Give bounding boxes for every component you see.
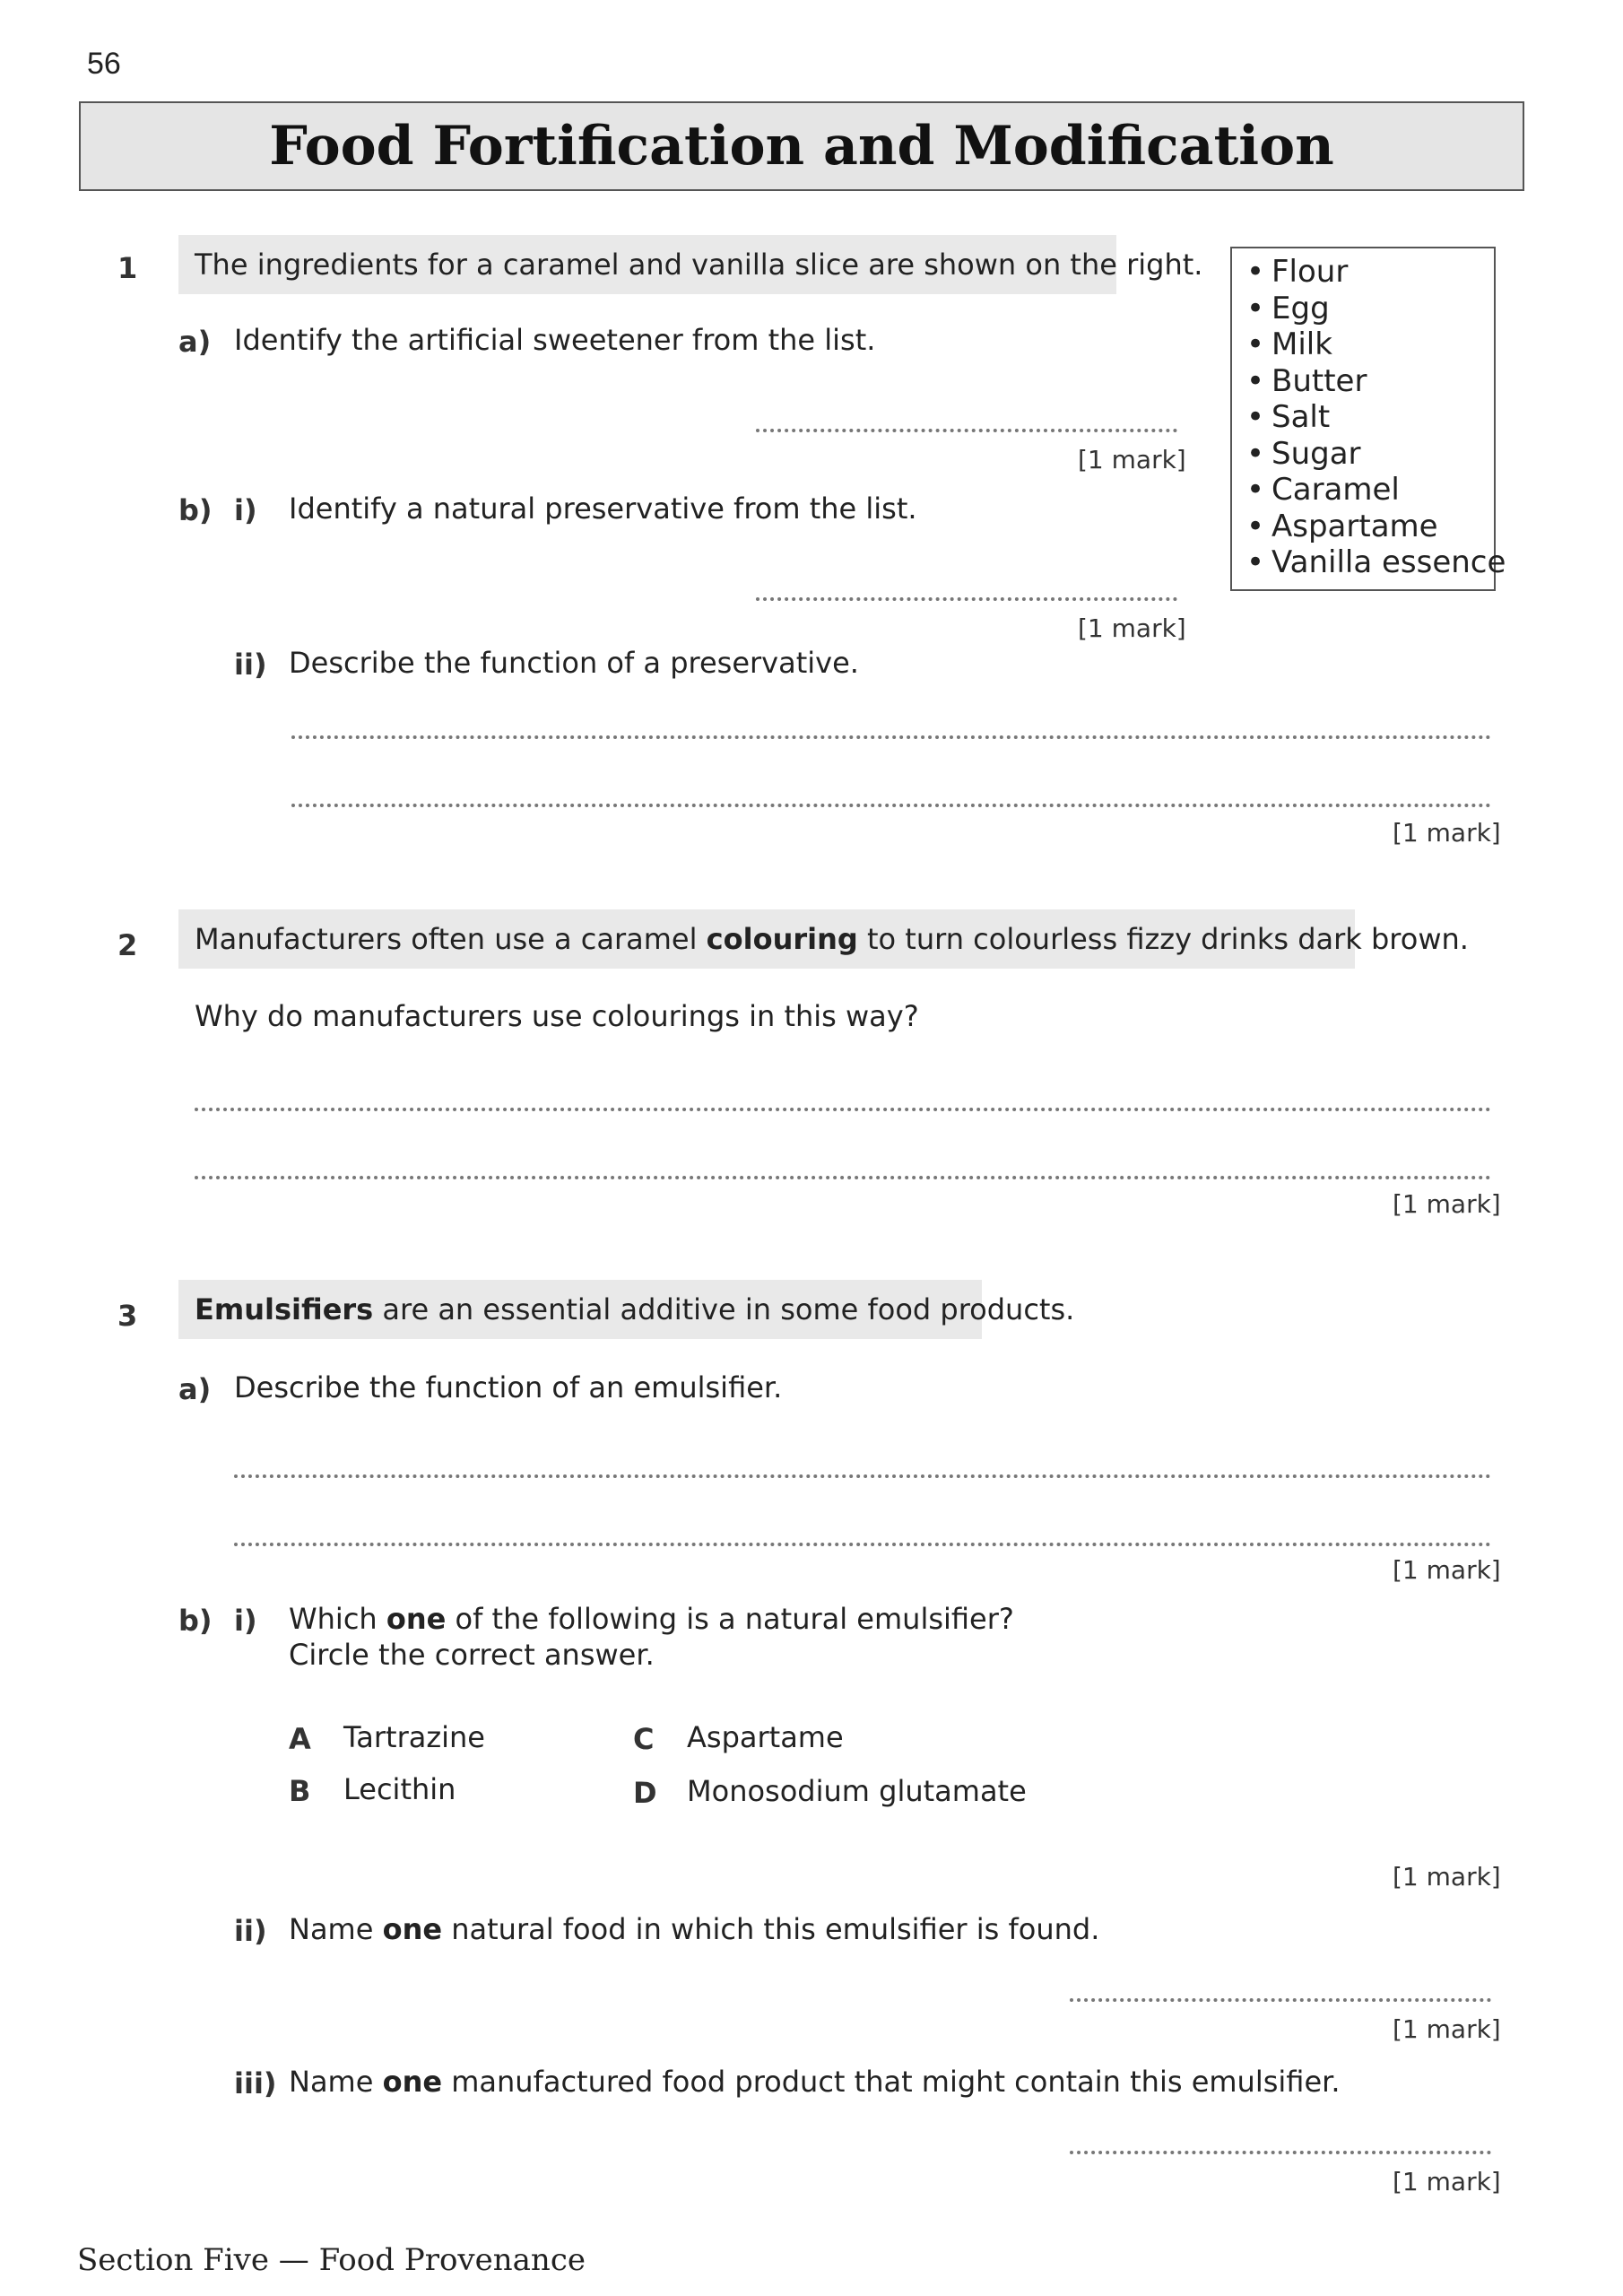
list-item: • Salt — [1246, 399, 1331, 435]
list-item: • Caramel — [1246, 472, 1400, 508]
q2-answer-line-1[interactable] — [195, 1108, 1491, 1111]
q2-question: Why do manufacturers use colourings in this way? — [195, 999, 919, 1033]
list-item: • Milk — [1246, 326, 1332, 362]
q1-stem: The ingredients for a caramel and vanilla slice are shown on the right. — [178, 235, 1116, 294]
page-number: 56 — [87, 47, 121, 81]
list-item: • Egg — [1246, 290, 1330, 326]
list-item: • Sugar — [1246, 435, 1361, 472]
section-footer: Section Five — Food Provenance — [77, 2242, 586, 2278]
list-item: • Flour — [1246, 254, 1349, 290]
q1bi-mark: [1 mark] — [1078, 613, 1186, 643]
q1a-text: Identify the artificial sweetener from the list. — [234, 323, 876, 357]
q3a-answer-line-2[interactable] — [234, 1543, 1491, 1546]
title-banner — [79, 101, 1524, 191]
q3bii-text: Name one natural food in which this emulsifier is found. — [289, 1912, 1100, 1946]
q3bi-instruction: Circle the correct answer. — [289, 1638, 655, 1672]
option-c-letter[interactable]: C — [633, 1722, 655, 1756]
q1a-answer-line[interactable] — [756, 429, 1177, 432]
q2-number: 2 — [117, 928, 138, 962]
q3bi-text: Which one of the following is a natural emulsifier? — [289, 1602, 1014, 1636]
q1b-label: b) — [178, 493, 213, 527]
q1bii-text: Describe the function of a preservative. — [289, 646, 859, 680]
q3b-label: b) — [178, 1604, 213, 1638]
q3bi-mark: [1 mark] — [1393, 1862, 1501, 1892]
q3biii-answer-line[interactable] — [1070, 2151, 1491, 2154]
option-d-letter[interactable]: D — [633, 1776, 657, 1810]
q1bi-label: i) — [234, 493, 257, 527]
q1bi-text: Identify a natural preservative from the list. — [289, 491, 917, 526]
q3biii-label: iii) — [234, 2066, 277, 2100]
q3bii-mark: [1 mark] — [1393, 2014, 1501, 2044]
q3-stem: Emulsifiers are an essential additive in some food products. — [178, 1280, 982, 1339]
q3bi-label: i) — [234, 1604, 257, 1638]
list-item: • Butter — [1246, 362, 1367, 399]
q3biii-mark: [1 mark] — [1393, 2167, 1501, 2196]
list-item: • Aspartame — [1246, 508, 1438, 544]
q1bii-answer-line-2[interactable] — [291, 804, 1491, 807]
q3biii-text: Name one manufactured food product that might contain this emulsifier. — [289, 2065, 1341, 2099]
q3bii-label: ii) — [234, 1914, 267, 1948]
list-item: • Vanilla essence — [1246, 544, 1506, 580]
q1bii-answer-line-1[interactable] — [291, 735, 1491, 739]
page-title: Food Fortification and Modification — [269, 115, 1334, 178]
q3a-text: Describe the function of an emulsifier. — [234, 1370, 783, 1405]
q1bii-label: ii) — [234, 648, 267, 682]
q1bii-mark: [1 mark] — [1393, 818, 1501, 848]
q3a-label: a) — [178, 1372, 212, 1406]
option-a-text[interactable]: Tartrazine — [343, 1720, 485, 1754]
q1a-label: a) — [178, 325, 212, 359]
q2-mark: [1 mark] — [1393, 1189, 1501, 1219]
q3a-answer-line-1[interactable] — [234, 1474, 1491, 1478]
q3-number: 3 — [117, 1299, 138, 1333]
ingredients-list-box — [1230, 247, 1506, 591]
option-a-letter[interactable]: A — [289, 1722, 311, 1756]
q3bii-answer-line[interactable] — [1070, 1998, 1491, 2002]
option-b-letter[interactable]: B — [289, 1774, 311, 1808]
q1a-mark: [1 mark] — [1078, 445, 1186, 474]
q1-number: 1 — [117, 251, 138, 285]
q2-answer-line-2[interactable] — [195, 1176, 1491, 1179]
option-d-text[interactable]: Monosodium glutamate — [687, 1774, 1027, 1808]
option-c-text[interactable]: Aspartame — [687, 1720, 844, 1754]
q2-stem: Manufacturers often use a caramel colouring to turn colourless fizzy drinks dark brown. — [178, 909, 1355, 969]
option-b-text[interactable]: Lecithin — [343, 1772, 456, 1806]
q3a-mark: [1 mark] — [1393, 1555, 1501, 1585]
q1bi-answer-line[interactable] — [756, 597, 1177, 601]
